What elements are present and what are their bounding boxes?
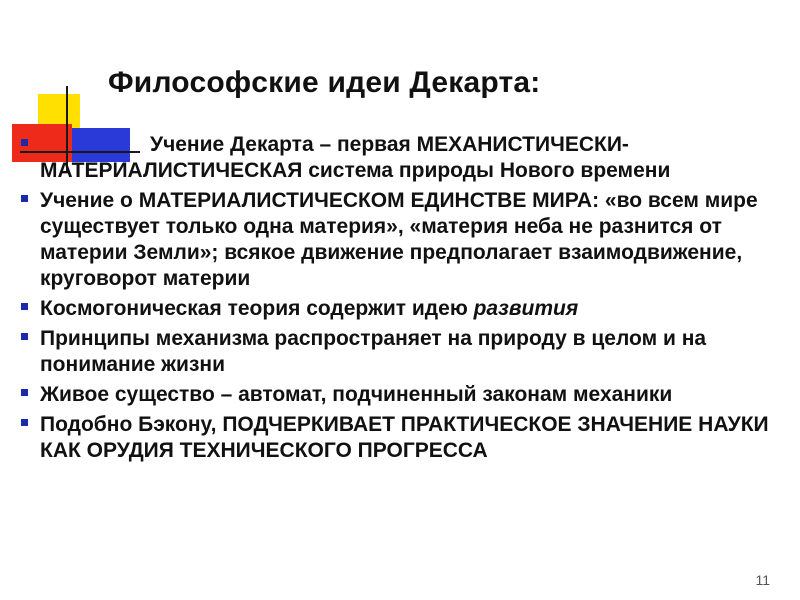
square-bullet-icon bbox=[21, 419, 28, 426]
bullet-item bbox=[20, 412, 780, 464]
square-bullet-icon bbox=[21, 389, 28, 396]
square-bullet-icon bbox=[21, 195, 28, 202]
slide-number: 11 bbox=[755, 572, 770, 588]
bullet-item bbox=[20, 326, 780, 378]
bullet-text: Принципы механизма распространяет на природу в целом и на понимание жизни bbox=[40, 327, 707, 376]
bullet-text-emphasis: развития bbox=[473, 297, 579, 320]
bullet-item bbox=[20, 188, 780, 292]
bullet-text bbox=[40, 297, 578, 320]
slide-title: Философские идеи Декарта: bbox=[108, 66, 541, 99]
bullet-item bbox=[20, 132, 780, 184]
bullet-text: Учение Декарта – первая МЕХАНИСТИЧЕСКИ-МАТЕРИАЛИСТИЧЕСКАЯ система природы Нового времени bbox=[40, 133, 671, 182]
bullet-text-plain: Космогоническая теория содержит идею bbox=[40, 297, 474, 320]
bullet-text: Подобно Бэкону, ПОДЧЕРКИВАЕТ ПРАКТИЧЕСКОЕ ЗНАЧЕНИЕ НАУКИ КАК ОРУДИЯ ТЕХНИЧЕСКОГО ПРОГРЕССА bbox=[40, 413, 769, 462]
bullet-item bbox=[20, 382, 780, 408]
bullet-text: Живое существо – автомат, подчиненный законам механики bbox=[40, 383, 673, 406]
bullet-list bbox=[20, 132, 780, 468]
square-bullet-icon bbox=[21, 303, 28, 310]
square-bullet-icon bbox=[21, 333, 28, 340]
square-bullet-icon bbox=[21, 139, 28, 146]
bullet-item bbox=[20, 296, 780, 322]
bullet-text: Учение о МАТЕРИАЛИСТИЧЕСКОМ ЕДИНСТВЕ МИРА: «во всем мире существует только одна материя», «материя неба не разнится от материи Земли»; всякое движение предполагает взаимодвижение, круговорот материи bbox=[40, 189, 758, 290]
